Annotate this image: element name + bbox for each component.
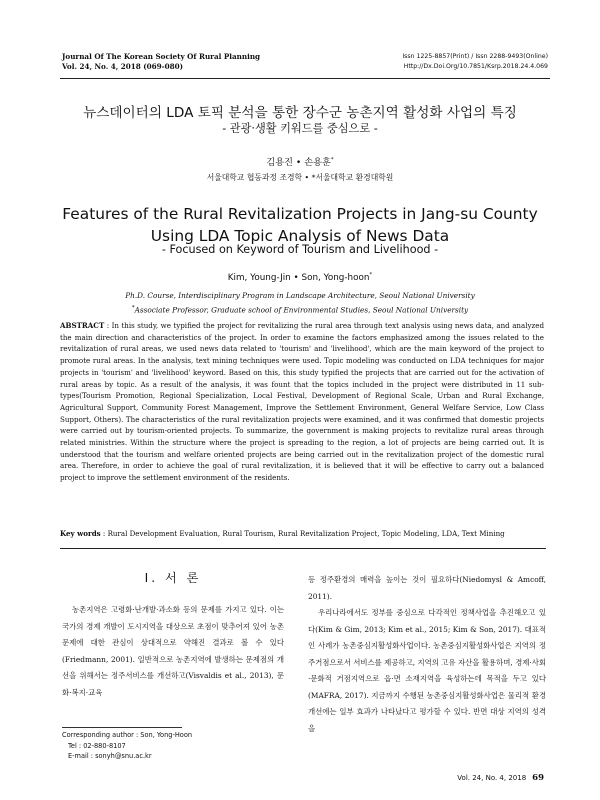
corresponding-author-footnote [62,730,284,762]
issn: Issn 1225-8857(Print) / Issn 2288-9493(Online) [402,53,548,60]
journal-volume: Vol. 24, No. 4, 2018 (069-080) [62,62,183,71]
keywords-text: : Rural Development Evaluation, Rural Tourism, Rural Revitalization Project, Topic Modeling, LDA, Text Mining [102,529,505,538]
intro-paragraph-1-continued: 등 정주환경의 매력을 높이는 것이 필요하다(Niedomysl & Amcoff, 2011). [308,575,546,601]
corresponding-author: Corresponding author : Son, Yong-Hoon [62,731,193,739]
header-divider [60,78,550,79]
doi-link[interactable]: Http://Dx.Doi.Org/10.7851/Ksrp.2018.24.4.069 [403,63,548,70]
author-email[interactable]: E-mail : sonyh@snu.ac.kr [68,752,152,760]
affiliation-2-text: Associate Professor, Graduate school of Environmental Studies, Seoul National University [134,305,469,315]
intro-paragraph-1: 농촌지역은 고령화·난개발·과소화 등의 문제를 가지고 있다. 이는 국가의 경제 개발이 도시지역을 대상으로 초점이 맞추어져 있어 농촌문제에 대한 관심이 상대적으로 약해진 결과로 볼 수 있다(Friedmann, 2001). 일반적으로 농촌지역에 발생하는 문제점의 개선을 위해서는 정주서비스를 개선하고(Visvaldis et al., 2013), 문화·복지·교육 [62,605,284,697]
affiliation-1: Ph.D. Course, Interdisciplinary Program in Landscape Architecture, Seoul National University [125,291,475,300]
english-title-line2: Using LDA Topic Analysis of News Data [150,227,450,245]
affiliation-2 [0,302,600,316]
keywords [60,528,544,539]
journal-header [62,52,260,72]
korean-author-mark: * [330,156,334,163]
abstract-label: ABSTRACT [60,321,105,330]
korean-subtitle: - 관광·생활 키워드를 중심으로 - [222,122,378,135]
keywords-divider [60,548,546,549]
english-subtitle: - Focused on Keyword of Tourism and Livelihood - [161,243,439,256]
english-author-names: Kim, Young-Jin • Son, Yong-hoon [227,272,370,283]
left-column [62,602,284,701]
section-heading-introduction: Ⅰ. 서 론 [144,571,202,585]
english-affiliations [0,290,600,316]
korean-author-names: 김용진 • 손용훈 [266,157,331,168]
abstract-text: : In this study, we typified the project for revitalizing the rural area through text analysis using news data, and analyzed the main direction and characteristics of the project. In order to examine the factors emphasized among the issues related to the revitalization of rural areas, we used news data related to 'tourism' and 'livelihood', which are the main keyword of the project to promote rural areas. In the analysis, text mining techniques were used. Topic modeling was conducted on LDA techniques for major projects in 'tourism' and 'livelihood' keyword. Based on this, this study typified the projects that are carried out for the activation of rural areas by topic. As a result of the analysis, it was fount that the topics included in the project were distributed in 11 sub-types(Tourism Promotion, Regional Specialization, Local Festival, Development of Regional Scale, Urban and Rural Exchange, Agricultural Support, Community Forest Management, Improve the Settlement Environment, General Welfare Service, Low Class Support, Others). The characteristics of the rural revitalization projects were examined, and it was confirmed that domestic projects were carried out by tourism-oriented projects. To summarize, the government is making projects to revitalize rural areas through related ministries. Within the structure where the project is spreading to the region, a lot of projects are being carried out. It is understood that the tourism and welfare oriented projects are being carried out in the revitalization project of the domestic rural area. Therefore, in order to achieve the goal of rural revitalization, it is believed that it will be effective to carry out a balanced project to improve the settlement environment of the residents. [60,321,544,483]
right-column [308,572,546,737]
english-title-line1: Features of the Rural Revitalization Projects in Jang-su County [62,205,538,223]
journal-identifiers [402,52,548,72]
journal-name: Journal Of The Korean Society Of Rural Planning [62,52,261,61]
korean-title: 뉴스데이터의 LDA 토픽 분석을 통한 장수군 농촌지역 활성화 사업의 특징 [83,105,517,121]
korean-authors [0,154,600,168]
english-title [0,203,600,247]
affiliation-2-mark: * [131,305,135,311]
keywords-label: Key words [60,529,101,538]
english-author-mark: * [369,272,373,278]
intro-paragraph-2: 우리나라에서도 정부를 중심으로 다각적인 정책사업을 추진해오고 있다(Kim & Gim, 2013; Kim et al., 2015; Kim & Son, 2017). 대표적인 사례가 농촌중심지활성화사업이다. 농촌중심지활성화사업은 지역의 정주거점으로서 서비스를 제공하고, 지역의 고유 자산을 활용하며, 경제·사회·문화적 거점지역으로 읍·면 소재지역을 육성하는데 목적을 두고 있다(MAFRA, 2017). 지금까지 수행된 농촌중심지활성화사업은 물리적 환경 개선에는 일부 효과가 나타났다고 평가할 수 있다. 반면 대상 지역의 성격을 [308,608,546,733]
abstract [60,320,544,484]
page-footer [457,773,544,783]
page-number: 69 [532,773,544,783]
footer-issue: Vol. 24, No. 4, 2018 [457,774,527,782]
footnote-divider [62,727,182,728]
author-phone: Tel : 02-880-8107 [68,741,126,750]
english-authors [0,272,600,283]
korean-affiliation: 서울대학교 협동과정 조경학 • *서울대학교 환경대학원 [206,173,394,182]
